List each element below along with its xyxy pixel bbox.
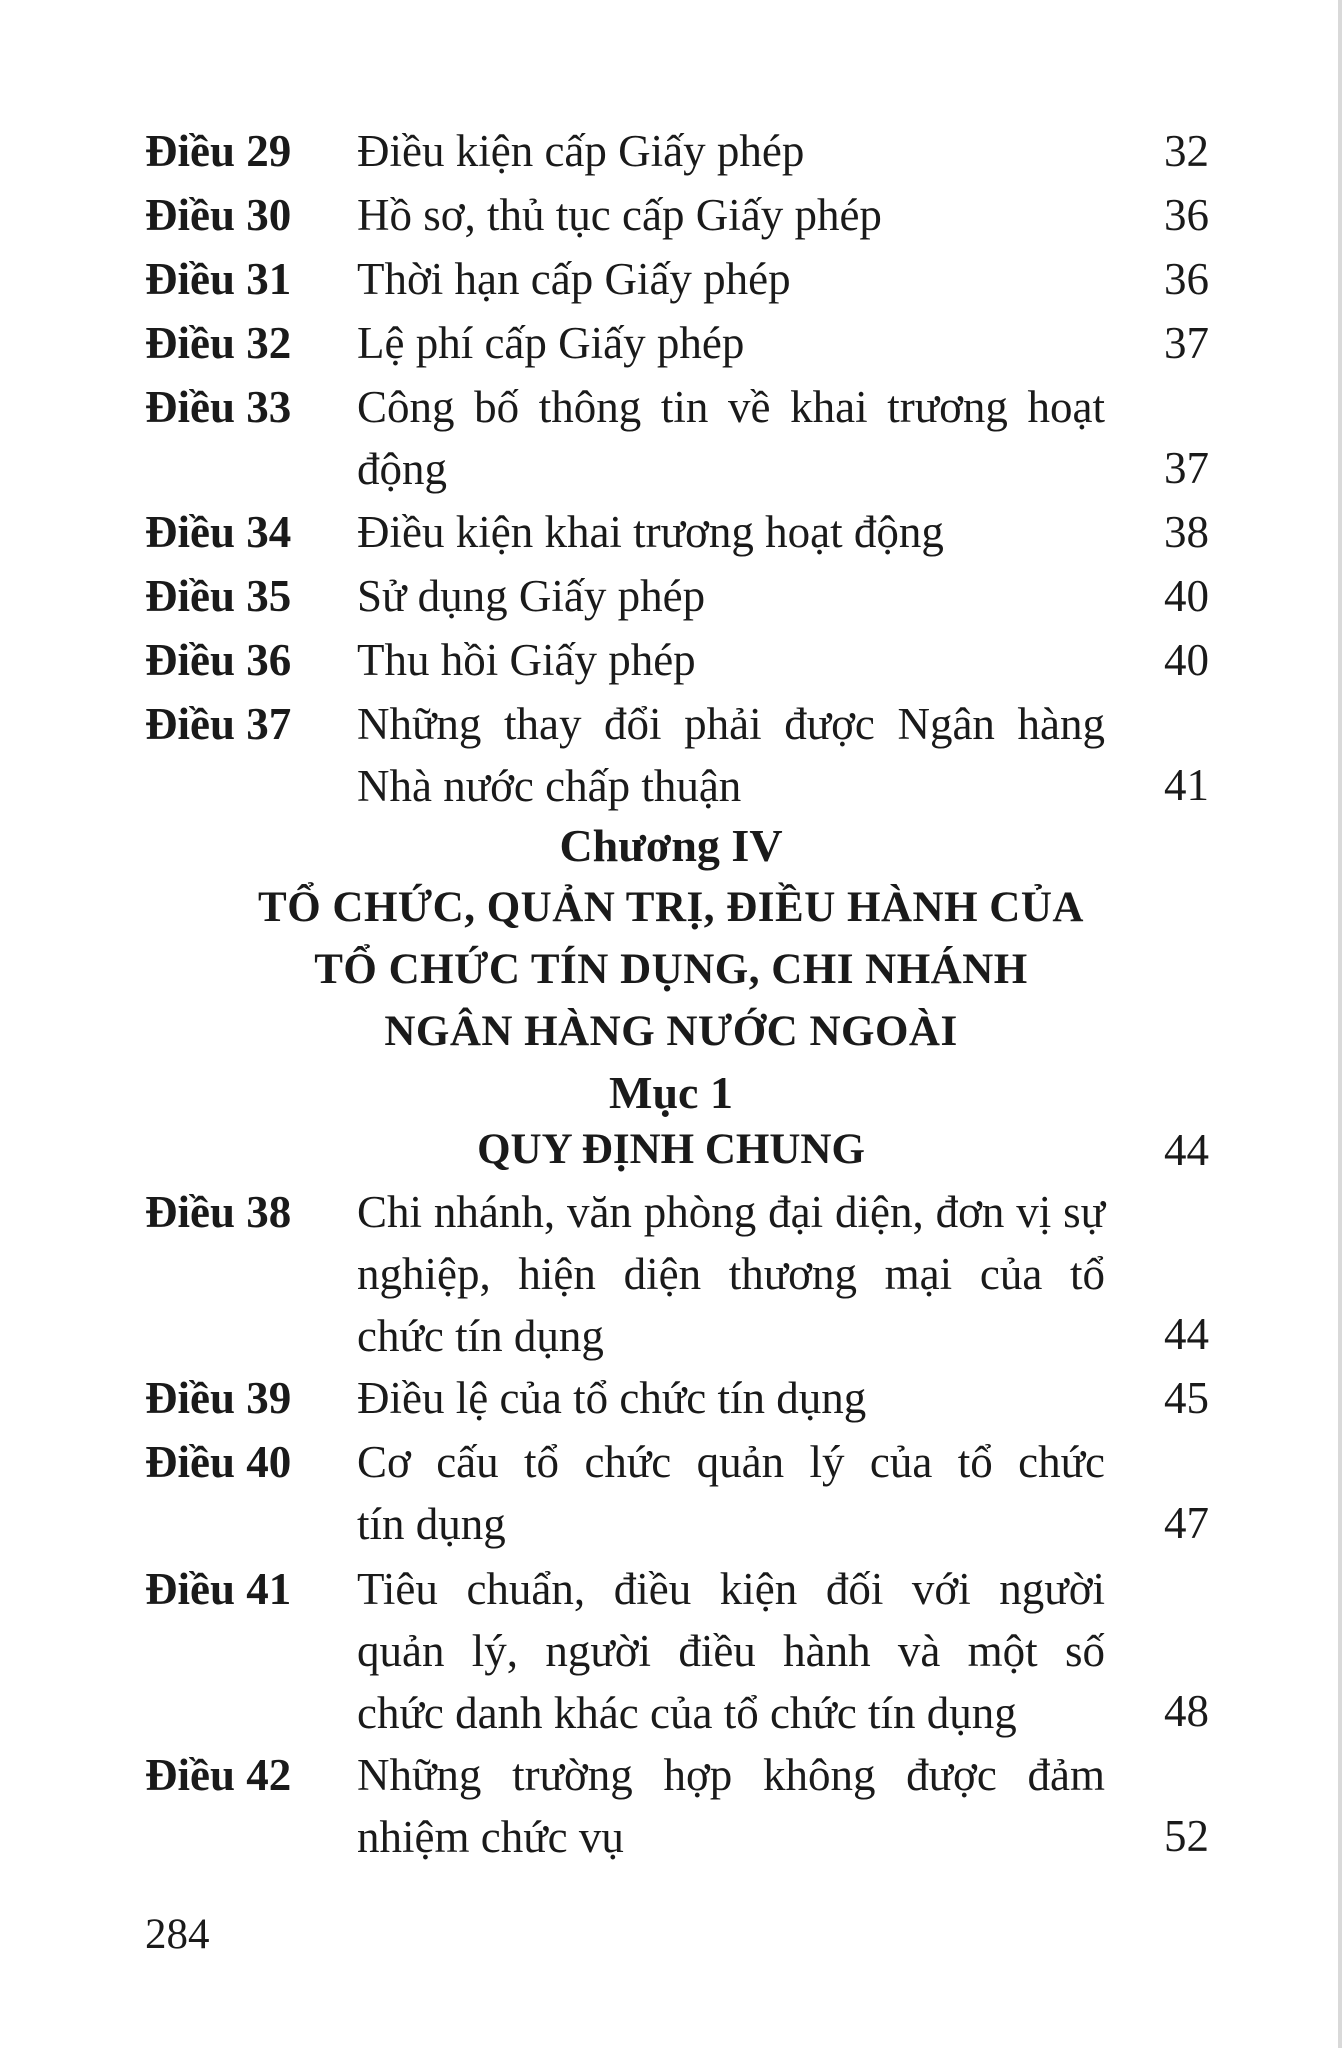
toc-entry-page-number: 44 [1164, 1309, 1209, 1359]
toc-entry-label: Điều 37 [145, 699, 292, 749]
toc-entry-title-line: Hồ sơ, thủ tục cấp Giấy phép [357, 190, 882, 240]
toc-entry-label: Điều 42 [145, 1750, 292, 1800]
toc-entry-label: Điều 35 [145, 571, 292, 621]
toc-entry-page-number: 37 [1164, 318, 1209, 368]
toc-entry-title [357, 693, 1105, 817]
toc-entry-title [357, 376, 1105, 500]
toc-entry-title-line: động [357, 444, 447, 494]
toc-entry-label: Điều 38 [145, 1187, 292, 1237]
toc-entry-title [357, 1558, 1105, 1744]
toc-entry-title [357, 629, 1105, 691]
toc-entry-title-line: Những thay đổi phải được Ngân hàng [357, 699, 1105, 749]
toc-entry-title [357, 565, 1105, 627]
toc-entry-page-number: 47 [1164, 1498, 1209, 1548]
section-title: QUY ĐỊNH CHUNG [477, 1126, 865, 1173]
toc-entry-title-line: Điều kiện cấp Giấy phép [357, 126, 805, 176]
toc-entry-label: Điều 30 [145, 190, 292, 240]
toc-entry-page-number: 48 [1164, 1686, 1209, 1736]
toc-entry-title-line: quản lý, người điều hành và một số [357, 1626, 1105, 1676]
toc-entry-label: Điều 41 [145, 1564, 292, 1614]
chapter-title-line-3: NGÂN HÀNG NƯỚC NGOÀI [384, 1008, 958, 1055]
toc-entry-title-line: nhiệm chức vụ [357, 1812, 624, 1862]
toc-entry-title-line: nghiệp, hiện diện thương mại của tổ [357, 1249, 1105, 1299]
toc-entry-page-number: 32 [1164, 126, 1209, 176]
toc-entry-title-line: Chi nhánh, văn phòng đại diện, đơn vị sự [357, 1187, 1105, 1237]
toc-entry-title-line: tín dụng [357, 1499, 506, 1549]
toc-entry-title-line: Lệ phí cấp Giấy phép [357, 318, 745, 368]
toc-entry-page-number: 36 [1164, 190, 1209, 240]
toc-entry-title-line: Thu hồi Giấy phép [357, 635, 696, 685]
toc-entry-title-line: Nhà nước chấp thuận [357, 761, 742, 811]
toc-entry-title [357, 120, 1105, 182]
toc-entry-label: Điều 31 [145, 254, 292, 304]
toc-entry-title [357, 501, 1105, 563]
toc-entry-label: Điều 39 [145, 1373, 292, 1423]
toc-entry-title [357, 1181, 1105, 1367]
toc-entry-title [357, 184, 1105, 246]
toc-entry-title-line: Tiêu chuẩn, điều kiện đối với người [357, 1564, 1105, 1614]
toc-entry-title-line: chức tín dụng [357, 1311, 604, 1361]
toc-entry-title-line: Những trường hợp không được đảm [357, 1750, 1105, 1800]
toc-entry-title-line: chức danh khác của tổ chức tín dụng [357, 1688, 1017, 1738]
toc-entry-label: Điều 34 [145, 507, 292, 557]
toc-entry-page-number: 40 [1164, 635, 1209, 685]
toc-entry-label: Điều 29 [145, 126, 292, 176]
toc-entry-title-line: Sử dụng Giấy phép [357, 571, 706, 621]
toc-entry-title-line: Công bố thông tin về khai trương hoạt [357, 382, 1105, 432]
toc-entry-label: Điều 33 [145, 382, 292, 432]
section-page-number: 44 [1164, 1125, 1209, 1175]
toc-entry-title [357, 1744, 1105, 1868]
toc-entry-title-line: Điều lệ của tổ chức tín dụng [357, 1373, 867, 1423]
section-label: Mục 1 [609, 1067, 733, 1118]
toc-entry-title [357, 312, 1105, 374]
toc-entry-page-number: 38 [1164, 507, 1209, 557]
folio-page-number: 284 [145, 1911, 210, 1958]
toc-entry-label: Điều 36 [145, 635, 292, 685]
toc-entry-page-number: 37 [1164, 443, 1209, 493]
toc-entry-title-line: Cơ cấu tổ chức quản lý của tổ chức [357, 1437, 1105, 1487]
toc-entry-label: Điều 40 [145, 1437, 292, 1487]
toc-entry-title [357, 1367, 1105, 1429]
toc-entry-title-line: Thời hạn cấp Giấy phép [357, 254, 791, 304]
chapter-label: Chương IV [559, 820, 783, 871]
chapter-title-line-2: TỔ CHỨC TÍN DỤNG, CHI NHÁNH [314, 946, 1028, 993]
toc-entry-page-number: 41 [1164, 760, 1209, 810]
toc-entry-title [357, 248, 1105, 310]
toc-entry-page-number: 40 [1164, 571, 1209, 621]
toc-entry-page-number: 36 [1164, 254, 1209, 304]
chapter-title-line-1: TỔ CHỨC, QUẢN TRỊ, ĐIỀU HÀNH CỦA [258, 884, 1084, 931]
toc-entry-title-line: Điều kiện khai trương hoạt động [357, 507, 944, 557]
toc-entry-label: Điều 32 [145, 318, 292, 368]
toc-entry-title [357, 1431, 1105, 1555]
toc-entry-page-number: 52 [1164, 1811, 1209, 1861]
toc-entry-page-number: 45 [1164, 1373, 1209, 1423]
